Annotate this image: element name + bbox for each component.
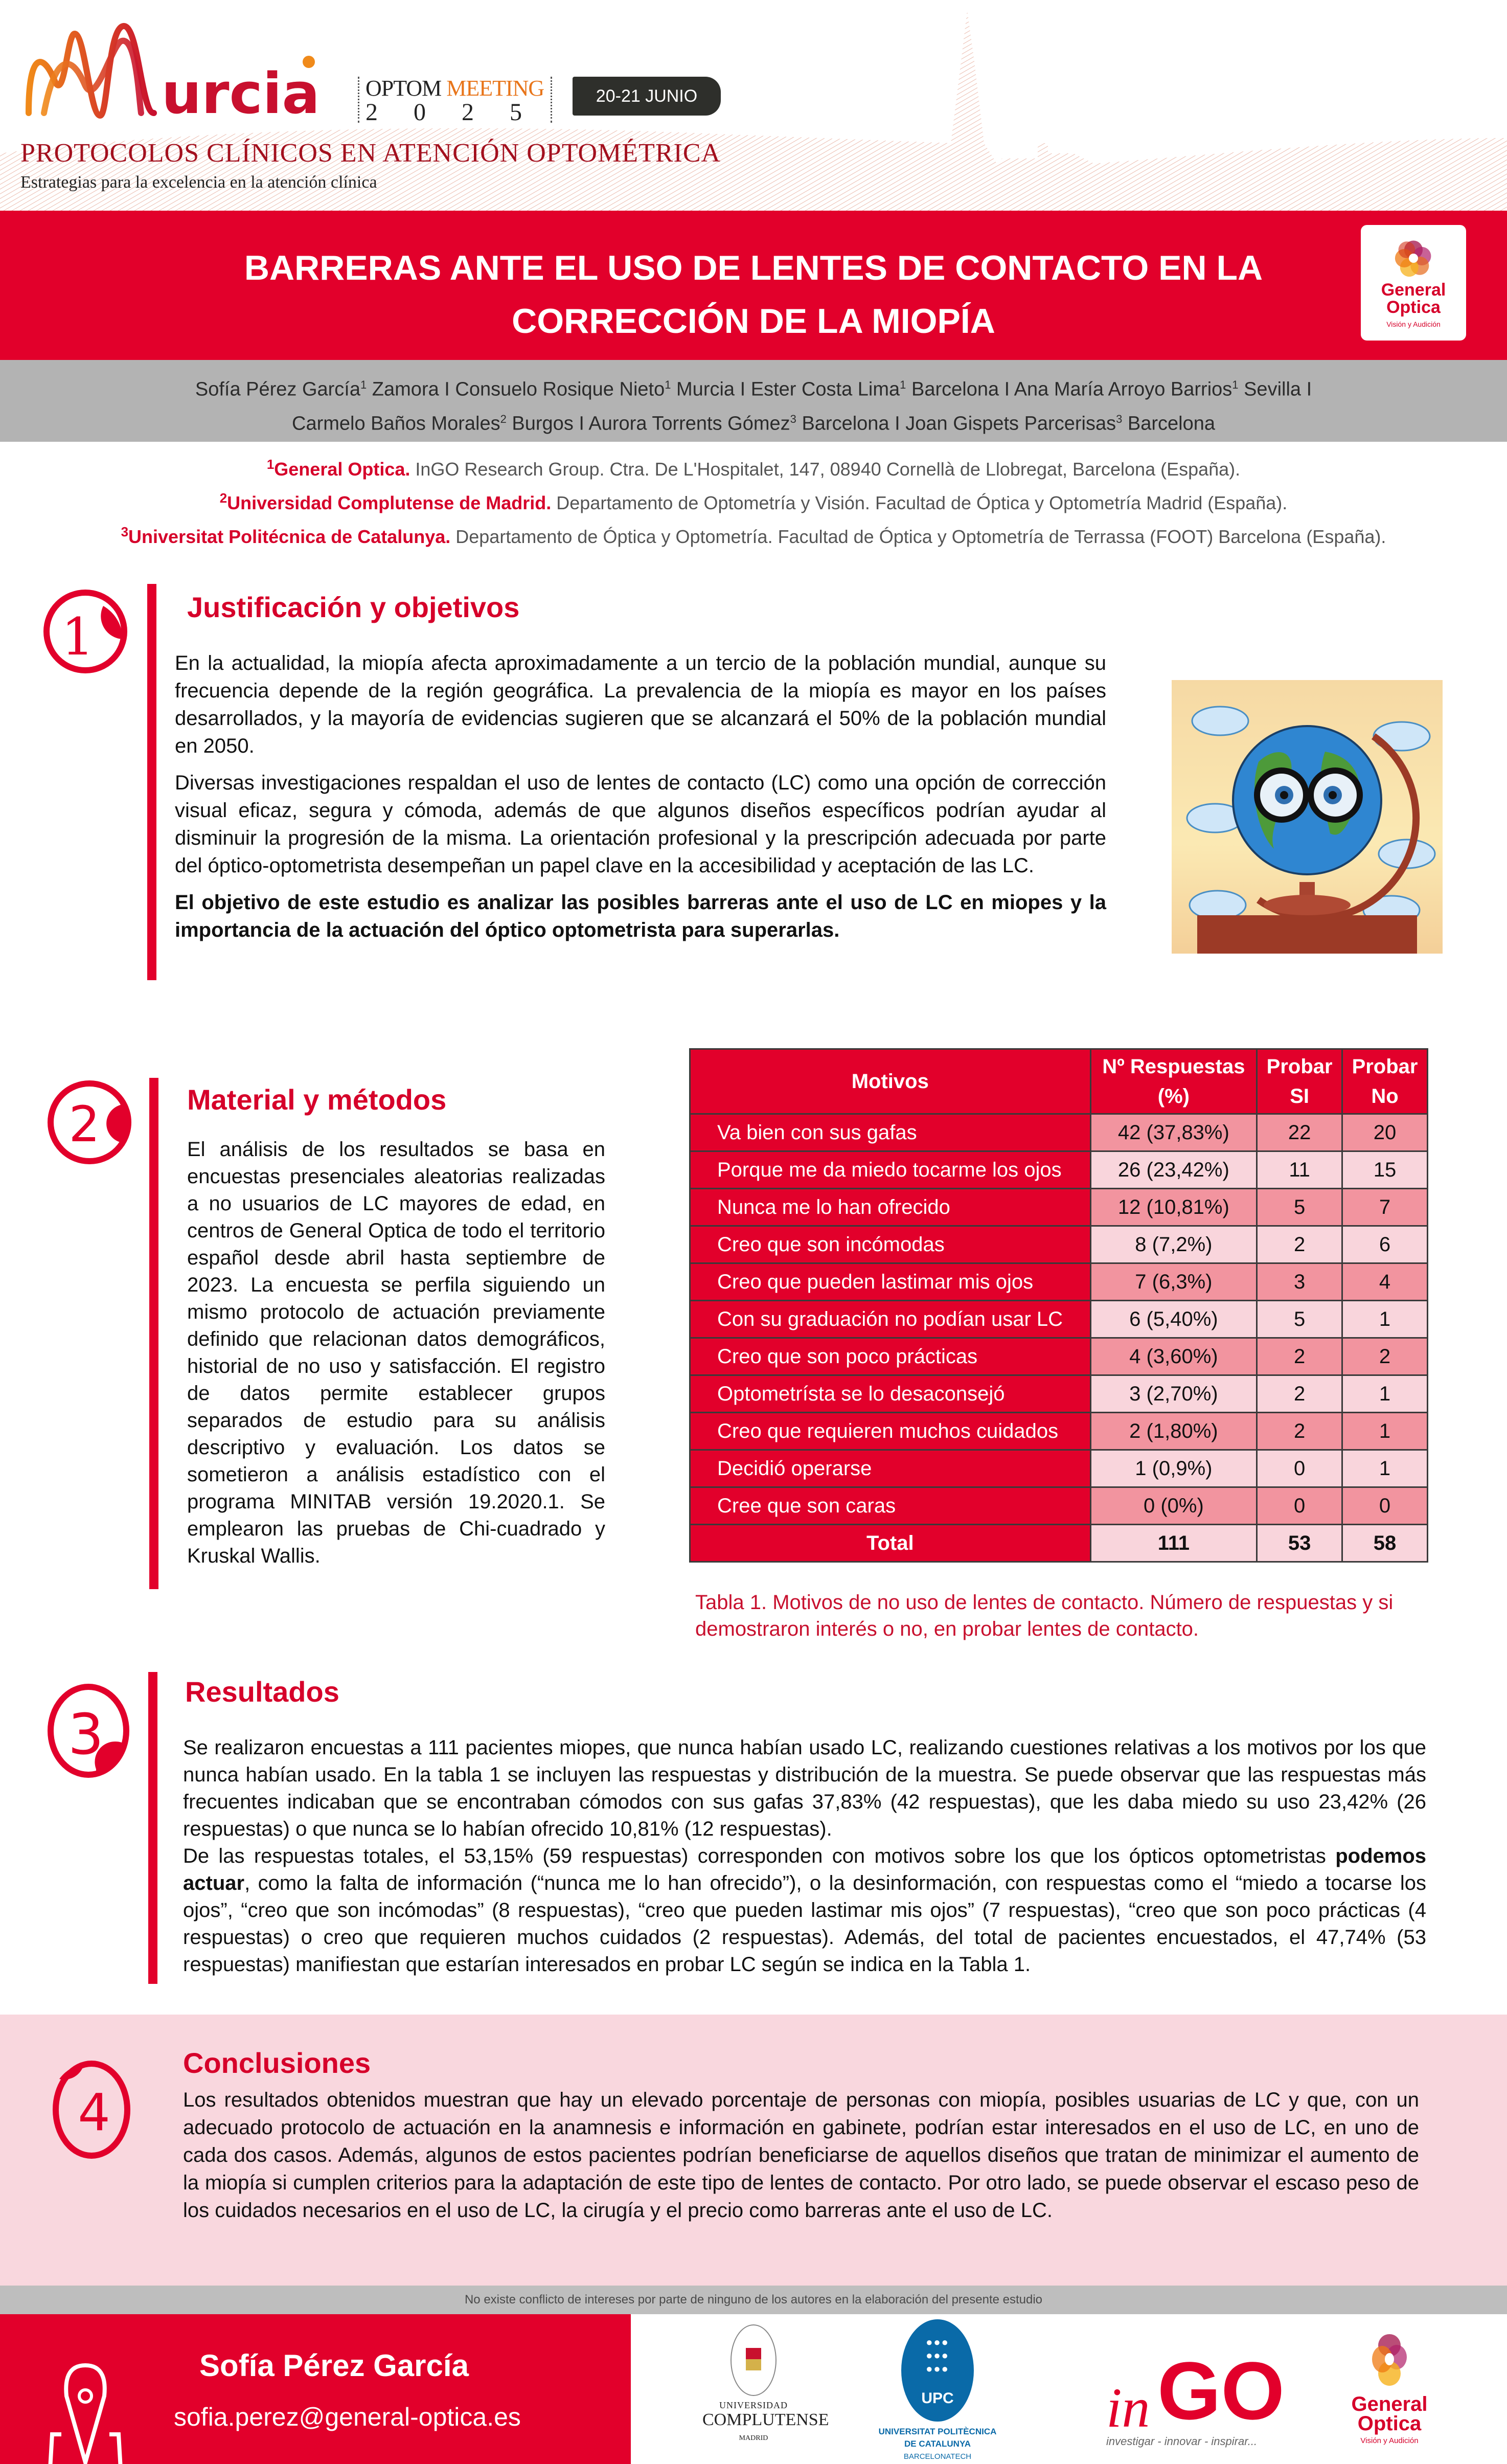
author-city: Zamora I xyxy=(367,378,455,400)
author-name: Consuelo Rosique Nieto xyxy=(455,378,665,400)
cell-motivo: Nunca me lo han ofrecido xyxy=(690,1189,1091,1226)
cell-probar-no: 1 xyxy=(1342,1301,1428,1338)
contact-panel xyxy=(0,2314,631,2464)
cell-respuestas: 4 (3,60%) xyxy=(1090,1338,1257,1375)
cell-respuestas: 26 (23,42%) xyxy=(1090,1151,1257,1189)
cell-probar-no: 0 xyxy=(1342,1487,1428,1525)
svg-text:1: 1 xyxy=(61,607,94,667)
optom-meeting-label xyxy=(358,76,558,126)
author-name: Ester Costa Lima xyxy=(750,378,900,400)
cell-probar-no: 7 xyxy=(1342,1189,1428,1226)
cell-probar-si: 2 xyxy=(1257,1375,1342,1413)
section-1-body xyxy=(175,649,1106,953)
general-optica-flower-icon xyxy=(1392,237,1434,279)
section-4-paragraph: Los resultados obtenidos muestran que hay un elevado porcentaje de personas con miopía, posibles usuarias de LC y que, con un adecuado protocolo de actuación en la anamnesis e información en gabinete, podrían estar interesados en el uso de LC, en uno de cada dos casos. Además, algunos de estos pacientes podrían beneficiarse de aquellos diseños que tratan de minimizar el aumento de la miopía si cumplen criterios para la adaptación de este tipo de lentes de contacto. Por otro lado, se puede observar el escaso peso de los cuidados necesarios en el uso de LC, la cirugía y el precio como barreras ante el uso de LC. xyxy=(183,2089,1419,2222)
section-number-4-icon xyxy=(48,2059,135,2161)
conflict-of-interest-note: No existe conflicto de intereses por parte de ninguno de los autores en la elaboración del presente estudio xyxy=(0,2286,1507,2314)
authors-line-1 xyxy=(0,370,1507,404)
affiliations xyxy=(0,450,1507,551)
svg-text:4: 4 xyxy=(78,2083,110,2142)
section-2-body xyxy=(187,1136,605,1579)
cell-probar-si: 0 xyxy=(1257,1487,1342,1525)
author-affiliation-number: 3 xyxy=(1116,412,1123,425)
cell-probar-no: 6 xyxy=(1342,1226,1428,1263)
author-name: Ana María Arroyo Barrios xyxy=(1014,378,1232,400)
affiliation-number: 3 xyxy=(121,524,129,539)
meeting-label-optom: OPTOM xyxy=(366,76,442,101)
affiliation-org: Universitat Politécnica de Catalunya. xyxy=(128,526,451,547)
author-city: Barcelona xyxy=(1122,413,1215,435)
ucm-line-3: MADRID xyxy=(739,2434,768,2442)
section-1-objective: El objetivo de este estudio es analizar las posibles barreras ante el uso de LC en miopes y la importancia de la actuación del óptico optometrista para superarlas. xyxy=(175,891,1106,941)
cell-probar-no: 2 xyxy=(1342,1338,1428,1375)
affiliation-org: Universidad Complutense de Madrid. xyxy=(227,492,552,513)
cell-probar-si: 0 xyxy=(1257,1450,1342,1487)
location-pin-icon xyxy=(47,2360,124,2464)
cell-probar-si: 22 xyxy=(1257,1114,1342,1151)
section-number-3-icon xyxy=(45,1682,132,1779)
cell-probar-si: 11 xyxy=(1257,1151,1342,1189)
conclusions-panel xyxy=(0,2015,1507,2286)
cell-probar-si: 3 xyxy=(1257,1263,1342,1301)
cell-motivo: Cree que son caras xyxy=(690,1487,1091,1525)
cell-probar-si: 5 xyxy=(1257,1301,1342,1338)
partner-logos xyxy=(631,2314,1507,2464)
cell-respuestas: 3 (2,70%) xyxy=(1090,1375,1257,1413)
conference-title: PROTOCOLOS CLÍNICOS EN ATENCIÓN OPTOMÉTRICA xyxy=(20,139,721,168)
cell-probar-no: 15 xyxy=(1342,1151,1428,1189)
section-1-divider xyxy=(147,584,156,980)
cell-probar-no: 1 xyxy=(1342,1450,1428,1487)
author-name: Aurora Torrents Gómez xyxy=(588,413,790,435)
total-respuestas: 111 xyxy=(1090,1525,1257,1562)
poster-title-line-2: CORRECCIÓN DE LA MIOPÍA xyxy=(512,302,995,341)
cell-motivo: Con su graduación no podían usar LC xyxy=(690,1301,1091,1338)
table-row xyxy=(690,1487,1428,1525)
author-affiliation-number: 1 xyxy=(900,378,906,391)
author-city: Murcia I xyxy=(671,378,751,400)
cell-respuestas: 6 (5,40%) xyxy=(1090,1301,1257,1338)
poster-title-line-1: BARRERAS ANTE EL USO DE LENTES DE CONTACTO EN LA xyxy=(244,248,1263,287)
table-row xyxy=(690,1189,1428,1226)
section-3-paragraph-2 xyxy=(183,1843,1426,1978)
cell-respuestas: 42 (37,83%) xyxy=(1090,1114,1257,1151)
section-2-divider xyxy=(149,1078,158,1589)
table-row xyxy=(690,1338,1428,1375)
svg-text:urcia: urcia xyxy=(162,61,320,121)
upc-line-3: BARCELONATECH xyxy=(903,2452,972,2461)
svg-text:3: 3 xyxy=(68,1702,104,1767)
author-affiliation-number: 1 xyxy=(360,378,367,391)
ingo-tagline: investigar - innovar - inspirar... xyxy=(1106,2435,1258,2448)
affiliation-detail: Departamento de Óptica y Optometría. Facultad de Óptica y Optometría de Terrassa (FOOT) Barcelona (España). xyxy=(450,526,1386,547)
cell-motivo: Decidió operarse xyxy=(690,1450,1091,1487)
contact-name: Sofía Pérez García xyxy=(199,2348,469,2383)
section-2-paragraph: El análisis de los resultados se basa en encuestas presenciales aleatorias realizadas a no usuarios de LC mayores de edad, en centros de General Optica de todo el territorio español desde abril hasta septiembre de 2023. La encuesta se perfila siguiendo un mismo protocolo de actuación previamente definido que relacionan datos demográficos, historial de no uso y satisfacción. El registro de datos permite establecer grupos separados de estudio para su análisis descriptivo y evaluación. Los datos se sometieron a análisis estadístico con el programa MINITAB versión 19.2020.1. Se emplearon las pruebas de Chi-cuadrado y Kruskal Wallis. xyxy=(187,1138,605,1567)
author-city: Burgos I xyxy=(506,413,589,435)
text-run: , como la falta de información (“nunca me lo han ofrecido”), o la desinformación, con respuestas como el “miedo a tocarse los ojos”, “creo que son incómodas” (8 respuestas), “creo que pueden lastimar mis ojos” (7 respuestas), “creo que son poco prácticas (4 respuestas) o creo que requieren muchos cuidados (2 respuestas). Además, del total de pacientes encuestados, el 47,74% (53 respuestas) manifiestan que estarían interesados en probar LC según se indica en la Tabla 1. xyxy=(183,1872,1426,1976)
section-number-1-icon xyxy=(42,588,129,675)
table-row xyxy=(690,1114,1428,1151)
affiliation-2 xyxy=(0,484,1507,517)
brand-tagline: Visión y Audición xyxy=(1386,320,1441,328)
cell-probar-no: 20 xyxy=(1342,1114,1428,1151)
table-row xyxy=(690,1375,1428,1413)
upc-logo xyxy=(876,2319,999,2462)
poster-title-band xyxy=(0,211,1507,360)
cell-respuestas: 8 (7,2%) xyxy=(1090,1226,1257,1263)
go-footer-name-1: General xyxy=(1351,2393,1428,2415)
section-2-title: Material y métodos xyxy=(187,1083,447,1116)
author-affiliation-number: 1 xyxy=(1232,378,1239,391)
ucm-line-1: UNIVERSIDAD xyxy=(719,2400,788,2410)
date-badge: 20-21 JUNIO xyxy=(573,77,721,116)
section-4-title: Conclusiones xyxy=(183,2047,371,2079)
author-affiliation-number: 1 xyxy=(665,378,671,391)
contact-email[interactable]: sofia.perez@general-optica.es xyxy=(174,2403,521,2431)
total-probar-no: 58 xyxy=(1342,1525,1428,1562)
total-label: Total xyxy=(690,1525,1091,1562)
upc-oval-icon: ●●● ●●● ●●● UPC xyxy=(901,2319,974,2422)
table-caption: Tabla 1. Motivos de no uso de lentes de contacto. Número de respuestas y si demostraron interés o no, en probar lentes de contacto. xyxy=(695,1591,1394,1640)
conference-header xyxy=(0,0,1507,225)
cell-probar-no: 4 xyxy=(1342,1263,1428,1301)
author-city: Sevilla I xyxy=(1238,378,1312,400)
affiliation-detail: Departamento de Optometría y Visión. Facultad de Óptica y Optometría Madrid (España). xyxy=(551,492,1288,513)
cell-motivo: Optometrísta se lo desaconsejó xyxy=(690,1375,1091,1413)
author-name: Carmelo Baños Morales xyxy=(292,413,500,435)
brand-name-1: General xyxy=(1381,280,1446,300)
authors-band xyxy=(0,360,1507,442)
section-4-body xyxy=(183,2086,1419,2233)
cell-probar-si: 5 xyxy=(1257,1189,1342,1226)
text-run: De las respuestas totales, el 53,15% (59 respuestas) corresponden con motivos sobre los que los ópticos optometristas xyxy=(183,1845,1336,1867)
upc-line-2: DE CATALUNYA xyxy=(904,2439,971,2449)
cell-respuestas: 12 (10,81%) xyxy=(1090,1189,1257,1226)
ingo-go: GO xyxy=(1157,2345,1285,2436)
header-respuestas: Nº Respuestas (%) xyxy=(1090,1049,1257,1114)
murcia-logo-icon xyxy=(18,18,346,121)
affiliation-1 xyxy=(0,450,1507,484)
cell-motivo: Creo que son poco prácticas xyxy=(690,1338,1091,1375)
emphasis-podemos-actuar: podemos actuar xyxy=(183,1845,1426,1894)
poster-title xyxy=(0,241,1507,348)
cell-motivo: Creo que son incómodas xyxy=(690,1226,1091,1263)
complutense-logo xyxy=(702,2324,829,2457)
table-total-row xyxy=(690,1525,1428,1562)
authors-line-2 xyxy=(0,404,1507,439)
header-probar-si: Probar SI xyxy=(1257,1049,1342,1114)
reasons-table xyxy=(689,1048,1428,1563)
ucm-line-2: COMPLUTENSE xyxy=(702,2410,829,2429)
total-probar-si: 53 xyxy=(1257,1525,1342,1562)
section-3-body xyxy=(183,1734,1426,1987)
cell-probar-no: 1 xyxy=(1342,1413,1428,1450)
author-name: Joan Gispets Parcerisas xyxy=(905,413,1116,435)
globe-with-glasses-illustration xyxy=(1172,680,1443,954)
cell-probar-si: 2 xyxy=(1257,1413,1342,1450)
cell-probar-si: 2 xyxy=(1257,1338,1342,1375)
affiliation-org: General Optica. xyxy=(274,459,410,480)
section-3-title: Resultados xyxy=(185,1676,339,1708)
table-row xyxy=(690,1151,1428,1189)
cell-motivo: Creo que pueden lastimar mis ojos xyxy=(690,1263,1091,1301)
section-3-paragraph-1: Se realizaron encuestas a 111 pacientes miopes, que nunca habían usado LC, realizando cuestiones relativas a los motivos por los que nunca habían usado. En la tabla 1 se incluyen las respuestas y distribución de la muestra. Se puede observar que las respuestas más frecuentes indicaban que se encontraban cómodos con sus gafas 37,83% (42 respuestas), que les daba miedo su uso 23,42% (26 respuestas) o que nunca se lo habían ofrecido 10,81% (12 respuestas). xyxy=(183,1736,1426,1840)
upc-mark: UPC xyxy=(921,2390,954,2407)
author-affiliation-number: 2 xyxy=(500,412,507,425)
header-motivos: Motivos xyxy=(690,1049,1091,1114)
author-affiliation-number: 3 xyxy=(790,412,796,425)
table-row xyxy=(690,1450,1428,1487)
general-optica-logo xyxy=(1361,225,1466,341)
section-number-2-icon xyxy=(46,1079,133,1166)
cell-respuestas: 0 (0%) xyxy=(1090,1487,1257,1525)
section-1-title: Justificación y objetivos xyxy=(187,591,520,623)
cell-respuestas: 1 (0,9%) xyxy=(1090,1450,1257,1487)
upc-line-1: UNIVERSITAT POLITÈCNICA xyxy=(878,2427,997,2436)
general-optica-footer-logo xyxy=(1343,2314,1435,2464)
author-city: Barcelona I xyxy=(796,413,906,435)
ingo-logo xyxy=(1106,2340,1290,2448)
meeting-year: 2025 xyxy=(366,99,558,126)
table-header-row xyxy=(690,1049,1428,1114)
general-optica-flower-icon xyxy=(1371,2333,1408,2389)
go-footer-name-2: Optica xyxy=(1357,2412,1422,2435)
affiliation-number: 1 xyxy=(266,457,275,472)
brand-name-2: Optica xyxy=(1386,298,1441,317)
author-city: Barcelona I xyxy=(906,378,1014,400)
affiliation-detail: InGO Research Group. Ctra. De L'Hospitalet, 147, 08940 Cornellà de Llobregat, Barcelona (España). xyxy=(410,459,1241,480)
conference-subtitle: Estrategias para la excelencia en la atención clínica xyxy=(20,173,377,192)
table-row xyxy=(690,1263,1428,1301)
cell-probar-no: 1 xyxy=(1342,1375,1428,1413)
affiliation-number: 2 xyxy=(219,490,227,506)
table-row xyxy=(690,1301,1428,1338)
section-1-paragraph-2: Diversas investigaciones respaldan el uso de lentes de contacto (LC) como una opción de corrección visual eficaz, segura y cómoda, además de que algunos diseños específicos podrían ayudar al disminuir la progresión de la misma. La orientación profesional y la prescripción adecuada por parte del óptico-optometrista desempeñan un papel clave en la accesibilidad y aceptación de las LC. xyxy=(175,772,1106,877)
cell-respuestas: 2 (1,80%) xyxy=(1090,1413,1257,1450)
section-1-paragraph-1: En la actualidad, la miopía afecta aproximadamente a un tercio de la población mundial, aunque su frecuencia depende de la región geográfica. La prevalencia de la miopía es mayor en los países desarrollados, y la mayoría de evidencias sugieren que se alcanzará el 50% de la población mundial en 2050. xyxy=(175,652,1106,757)
cell-motivo: Porque me da miedo tocarme los ojos xyxy=(690,1151,1091,1189)
header-probar-no: Probar No xyxy=(1342,1049,1428,1114)
go-footer-tagline: Visión y Audición xyxy=(1360,2436,1419,2445)
cell-motivo: Creo que requieren muchos cuidados xyxy=(690,1413,1091,1450)
cell-respuestas: 7 (6,3%) xyxy=(1090,1263,1257,1301)
table-row xyxy=(690,1226,1428,1263)
table-row xyxy=(690,1413,1428,1450)
ingo-in: in xyxy=(1106,2377,1150,2439)
author-name: Sofía Pérez García xyxy=(195,378,360,400)
affiliation-3 xyxy=(0,517,1507,551)
section-3-divider xyxy=(148,1672,157,1984)
cell-probar-si: 2 xyxy=(1257,1226,1342,1263)
complutense-seal-icon xyxy=(730,2324,777,2396)
svg-text:2: 2 xyxy=(68,1096,100,1153)
cell-motivo: Va bien con sus gafas xyxy=(690,1114,1091,1151)
meeting-label-meeting: MEETING xyxy=(446,76,544,101)
